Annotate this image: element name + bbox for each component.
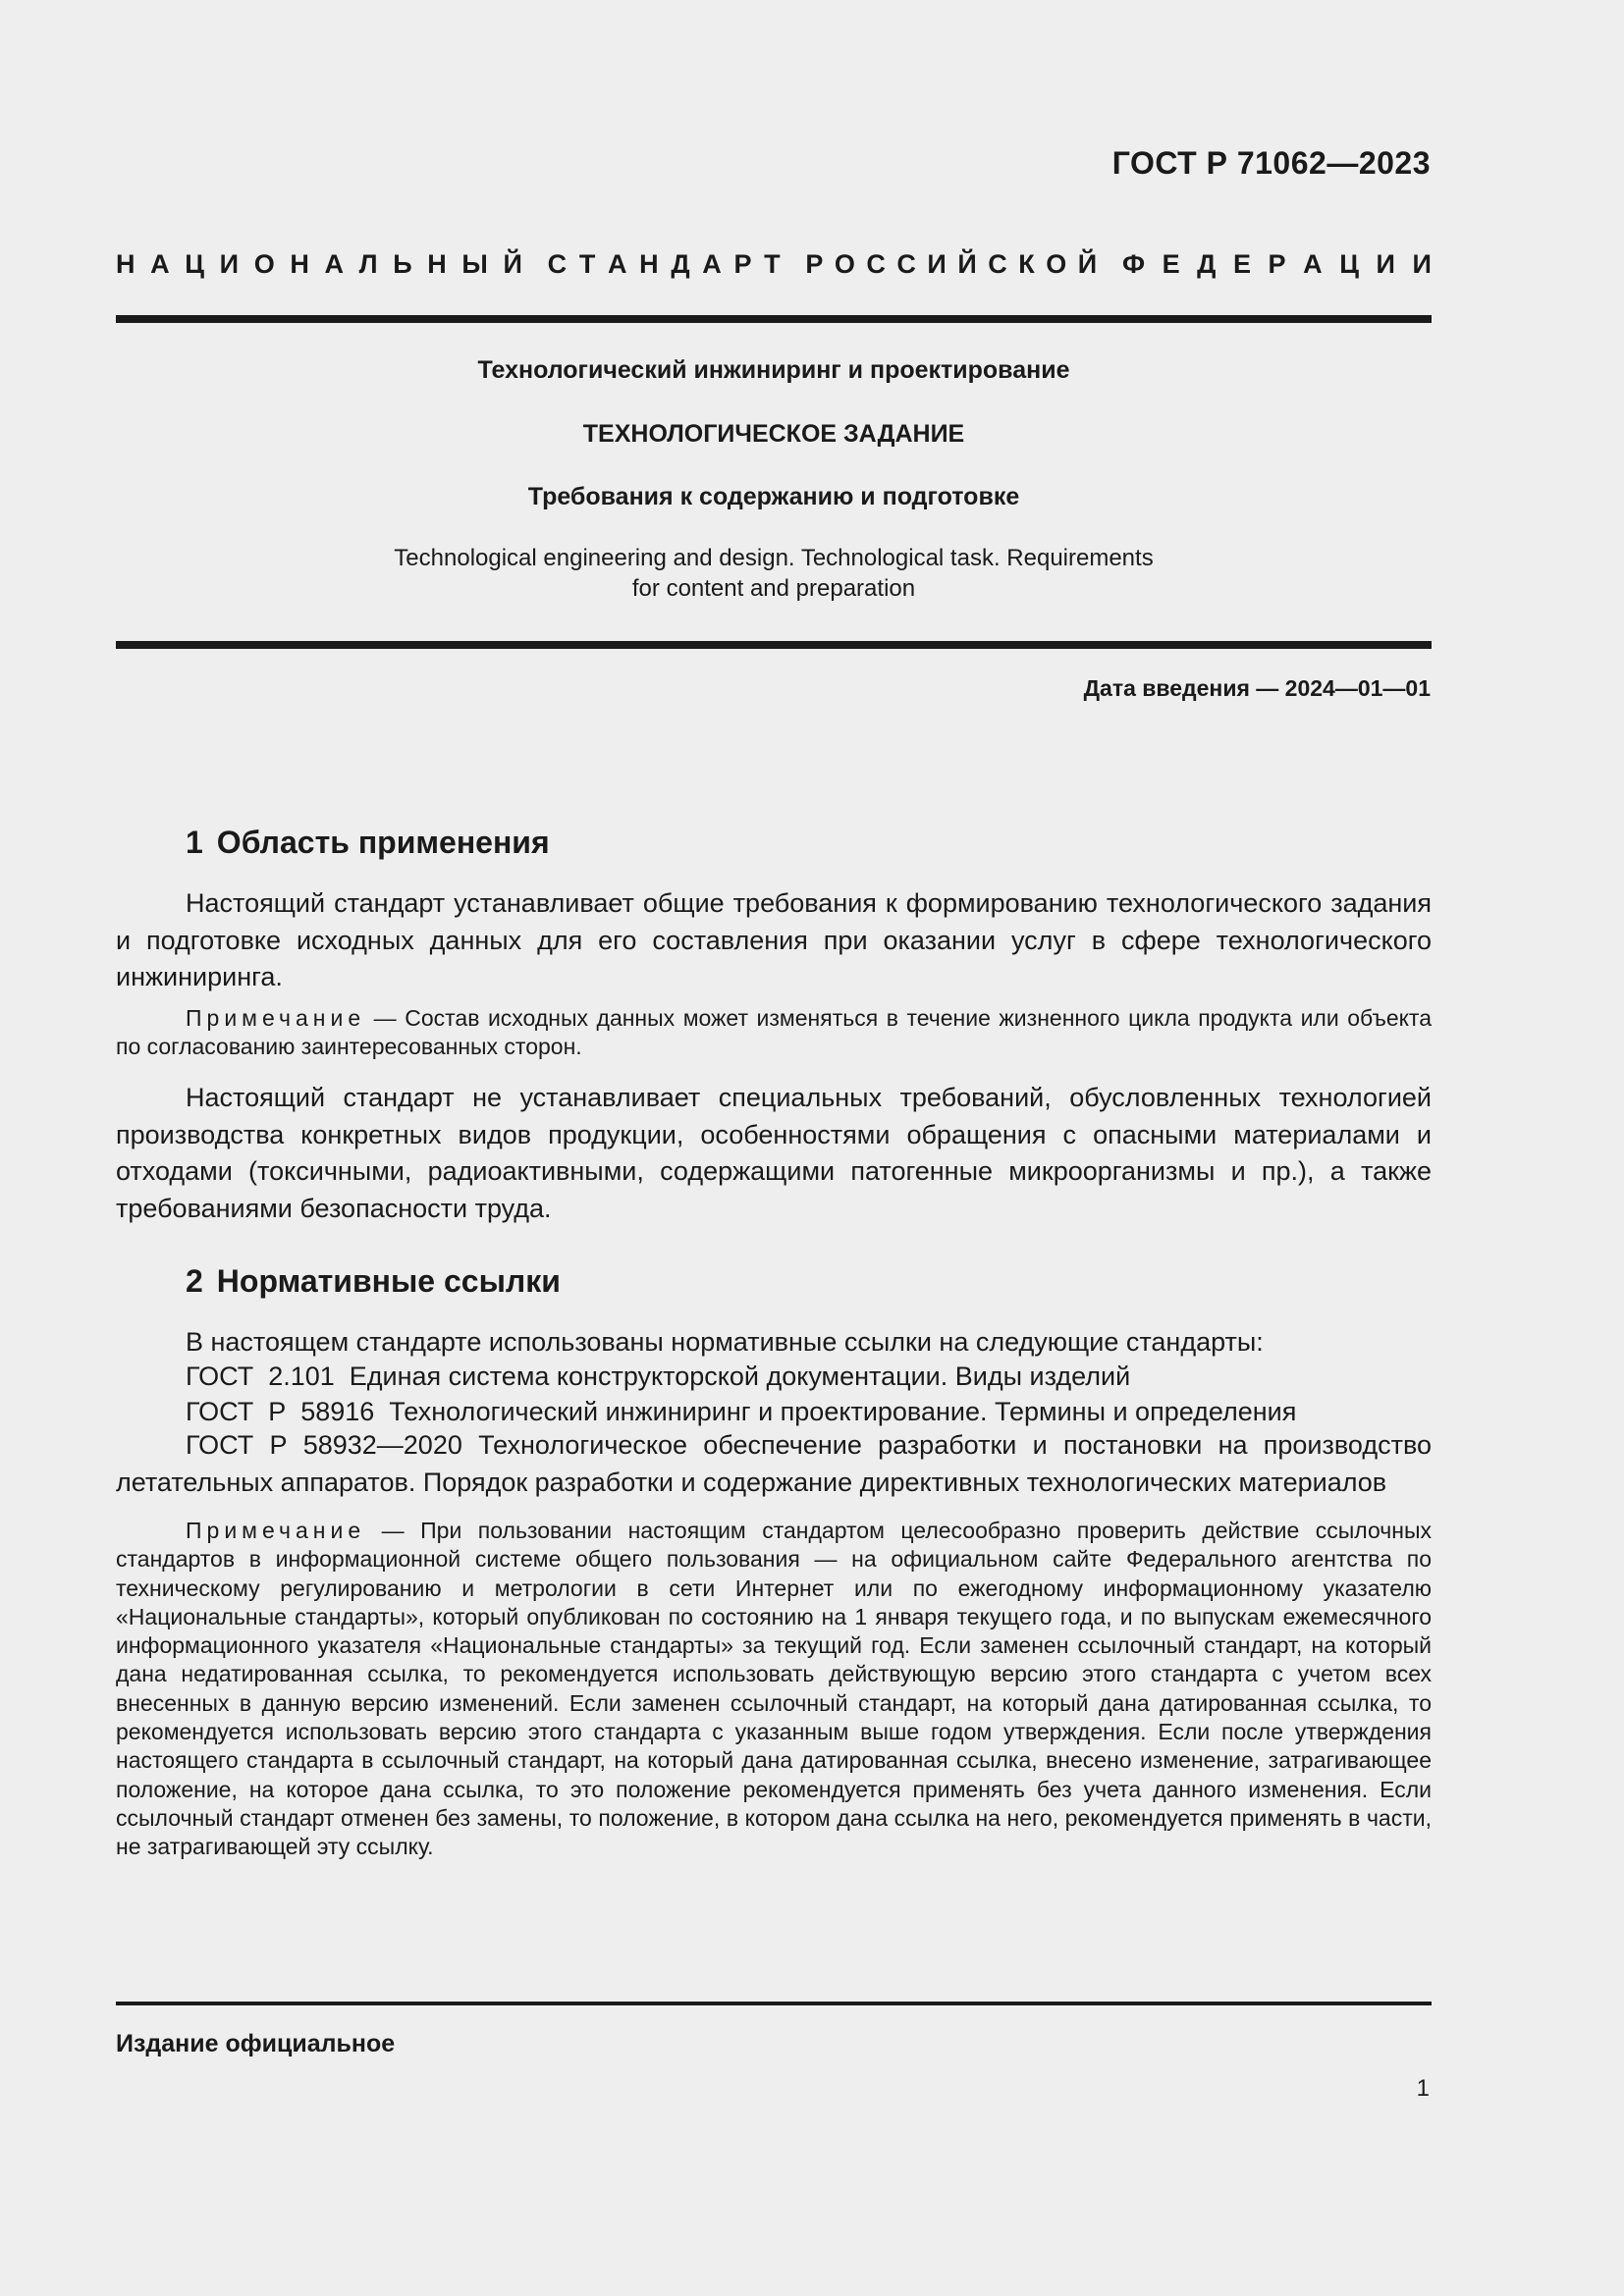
header-letter: И	[927, 249, 947, 279]
header-letter: О	[1046, 249, 1067, 279]
header-letter: Ц	[1339, 249, 1359, 279]
section-1-heading	[186, 825, 550, 861]
header-letter: И	[1376, 249, 1395, 279]
introduction-date: Дата введения — 2024—01—01	[1083, 675, 1431, 701]
header-letter: С	[866, 249, 886, 279]
header-letter: С	[547, 249, 568, 279]
english-title-line: for content and preparation	[631, 575, 916, 602]
header-letter: Т	[578, 249, 596, 279]
page-number: 1	[1416, 2075, 1430, 2102]
official-edition-label: Издание официальное	[116, 2030, 396, 2057]
section-1-paragraph-2: Настоящий стандарт не устанавливает специальных требований, обусловленных технологией производства конкретных видов продукции, особенностями обращения с опасными материалами и отходами (токсичными, радиоактивными, содержащими патогенные микроорганизмы и пр.), а также требованиями безопасности труда.	[116, 1083, 1432, 1223]
header-letter: Д	[671, 249, 690, 279]
header-word	[548, 249, 781, 280]
header-word	[805, 249, 1097, 280]
header-letter: Т	[764, 249, 781, 279]
title-bottom-rule	[116, 641, 1432, 649]
header-word	[116, 249, 522, 280]
national-standard-header	[116, 249, 1432, 280]
header-letter: Л	[358, 249, 378, 279]
header-letter: Д	[1197, 249, 1217, 279]
header-letter: И	[1412, 249, 1432, 279]
document-number: ГОСТ Р 71062—2023	[1111, 145, 1431, 181]
header-letter: Н	[116, 249, 135, 279]
header-letter: Й	[1077, 249, 1098, 279]
header-letter: Р	[805, 249, 824, 279]
references-intro: В настоящем стандарте использованы нормативные ссылки на следующие стандарты:	[186, 1327, 1264, 1357]
reference-item: ГОСТ 2.101 Единая система конструкторской документации. Виды изделий	[186, 1362, 1131, 1391]
header-letter: И	[219, 249, 240, 279]
header-letter: С	[896, 249, 916, 279]
note-label: Примечание	[186, 1005, 366, 1031]
header-letter: Ь	[393, 249, 412, 279]
subtitle: Требования к содержанию и подготовке	[527, 483, 1020, 510]
header-letter: А	[608, 249, 627, 279]
section-2-heading	[186, 1263, 561, 1300]
header-letter: А	[1303, 249, 1323, 279]
header-letter: А	[150, 249, 170, 279]
header-word	[1122, 249, 1432, 280]
section-title: Нормативные ссылки	[216, 1263, 561, 1299]
header-letter: Р	[733, 249, 752, 279]
header-letter: Й	[957, 249, 977, 279]
header-letter: Ц	[185, 249, 205, 279]
header-letter: К	[1018, 249, 1035, 279]
english-title-line: Technological engineering and design. Technological task. Requirements	[394, 545, 1154, 571]
header-letter: А	[324, 249, 344, 279]
header-letter: Ы	[461, 249, 488, 279]
section-title: Область применения	[216, 825, 550, 860]
header-letter: Ф	[1121, 249, 1146, 279]
header-letter: Н	[639, 249, 659, 279]
header-letter: Й	[503, 249, 522, 279]
note-label: Примечание	[186, 1518, 366, 1543]
field-title: Технологический инжиниринг и проектирование	[477, 356, 1070, 384]
header-letter: Е	[1232, 249, 1251, 279]
note-text: — Состав исходных данных может изменяться в течение жизненного цикла продукта или объекта по согласованию заинтересованных сторон.	[116, 1005, 1432, 1060]
reference-item: ГОСТ Р 58916 Технологический инжиниринг и проектирование. Термины и определения	[186, 1397, 1297, 1426]
section-number: 1	[186, 825, 203, 860]
note-text: — При пользовании настоящим стандартом целесообразно проверить действие ссылочных стандартов в информационной системе общего пользования — на официальном сайте Федерального агентства по техническому регулированию и метрологии в сети Интернет или по ежегодному информационному указателю «Национальные стандарты», который опубликован по состоянию на 1 января текущего года, и по выпускам ежемесячного информационного указателя «Национальные стандарты» за текущий год. Если заменен ссылочный стандарт, на который дана недатированная ссылка, то рекомендуется использовать действующую версию этого стандарта с учетом всех внесенных в данную версию изменений. Если заменен ссылочный стандарт, на который дана датированная ссылка, то рекомендуется использовать версию этого стандарта с указанным выше годом утверждения. Если после утверждения настоящего стандарта в ссылочный стандарт, на который дана датированная ссылка, внесено изменение, затрагивающее положение, на которое дана ссылка, то это положение рекомендуется применять без учета данного изменения. Если ссылочный стандарт отменен без замены, то положение, в котором дана ссылка на него, рекомендуется применять в части, не затрагивающей эту ссылку.	[116, 1518, 1432, 1860]
header-letter: Н	[427, 249, 447, 279]
footer-rule	[116, 2002, 1432, 2005]
section-1-paragraph-1: Настоящий стандарт устанавливает общие требования к формированию технологического задания и подготовке исходных данных для его составления при оказании услуг в сфере технологического инжиниринга.	[116, 888, 1432, 991]
top-rule	[116, 315, 1432, 323]
section-2-note	[116, 1517, 1432, 1862]
reference-item: ГОСТ Р 58932—2020 Технологическое обеспечение разработки и постановки на производство летательных аппаратов. Порядок разработки и содержание директивных технологических материалов	[116, 1430, 1432, 1497]
header-letter: О	[253, 249, 275, 279]
header-letter: Е	[1162, 249, 1180, 279]
header-letter: С	[988, 249, 1007, 279]
english-title	[116, 543, 1432, 604]
section-1-note	[116, 1004, 1432, 1062]
main-title: ТЕХНОЛОГИЧЕСКОЕ ЗАДАНИЕ	[582, 420, 965, 448]
header-letter: А	[702, 249, 722, 279]
header-letter: Н	[290, 249, 309, 279]
header-letter: Р	[1268, 249, 1286, 279]
header-letter: О	[834, 249, 855, 279]
section-number: 2	[186, 1263, 203, 1299]
